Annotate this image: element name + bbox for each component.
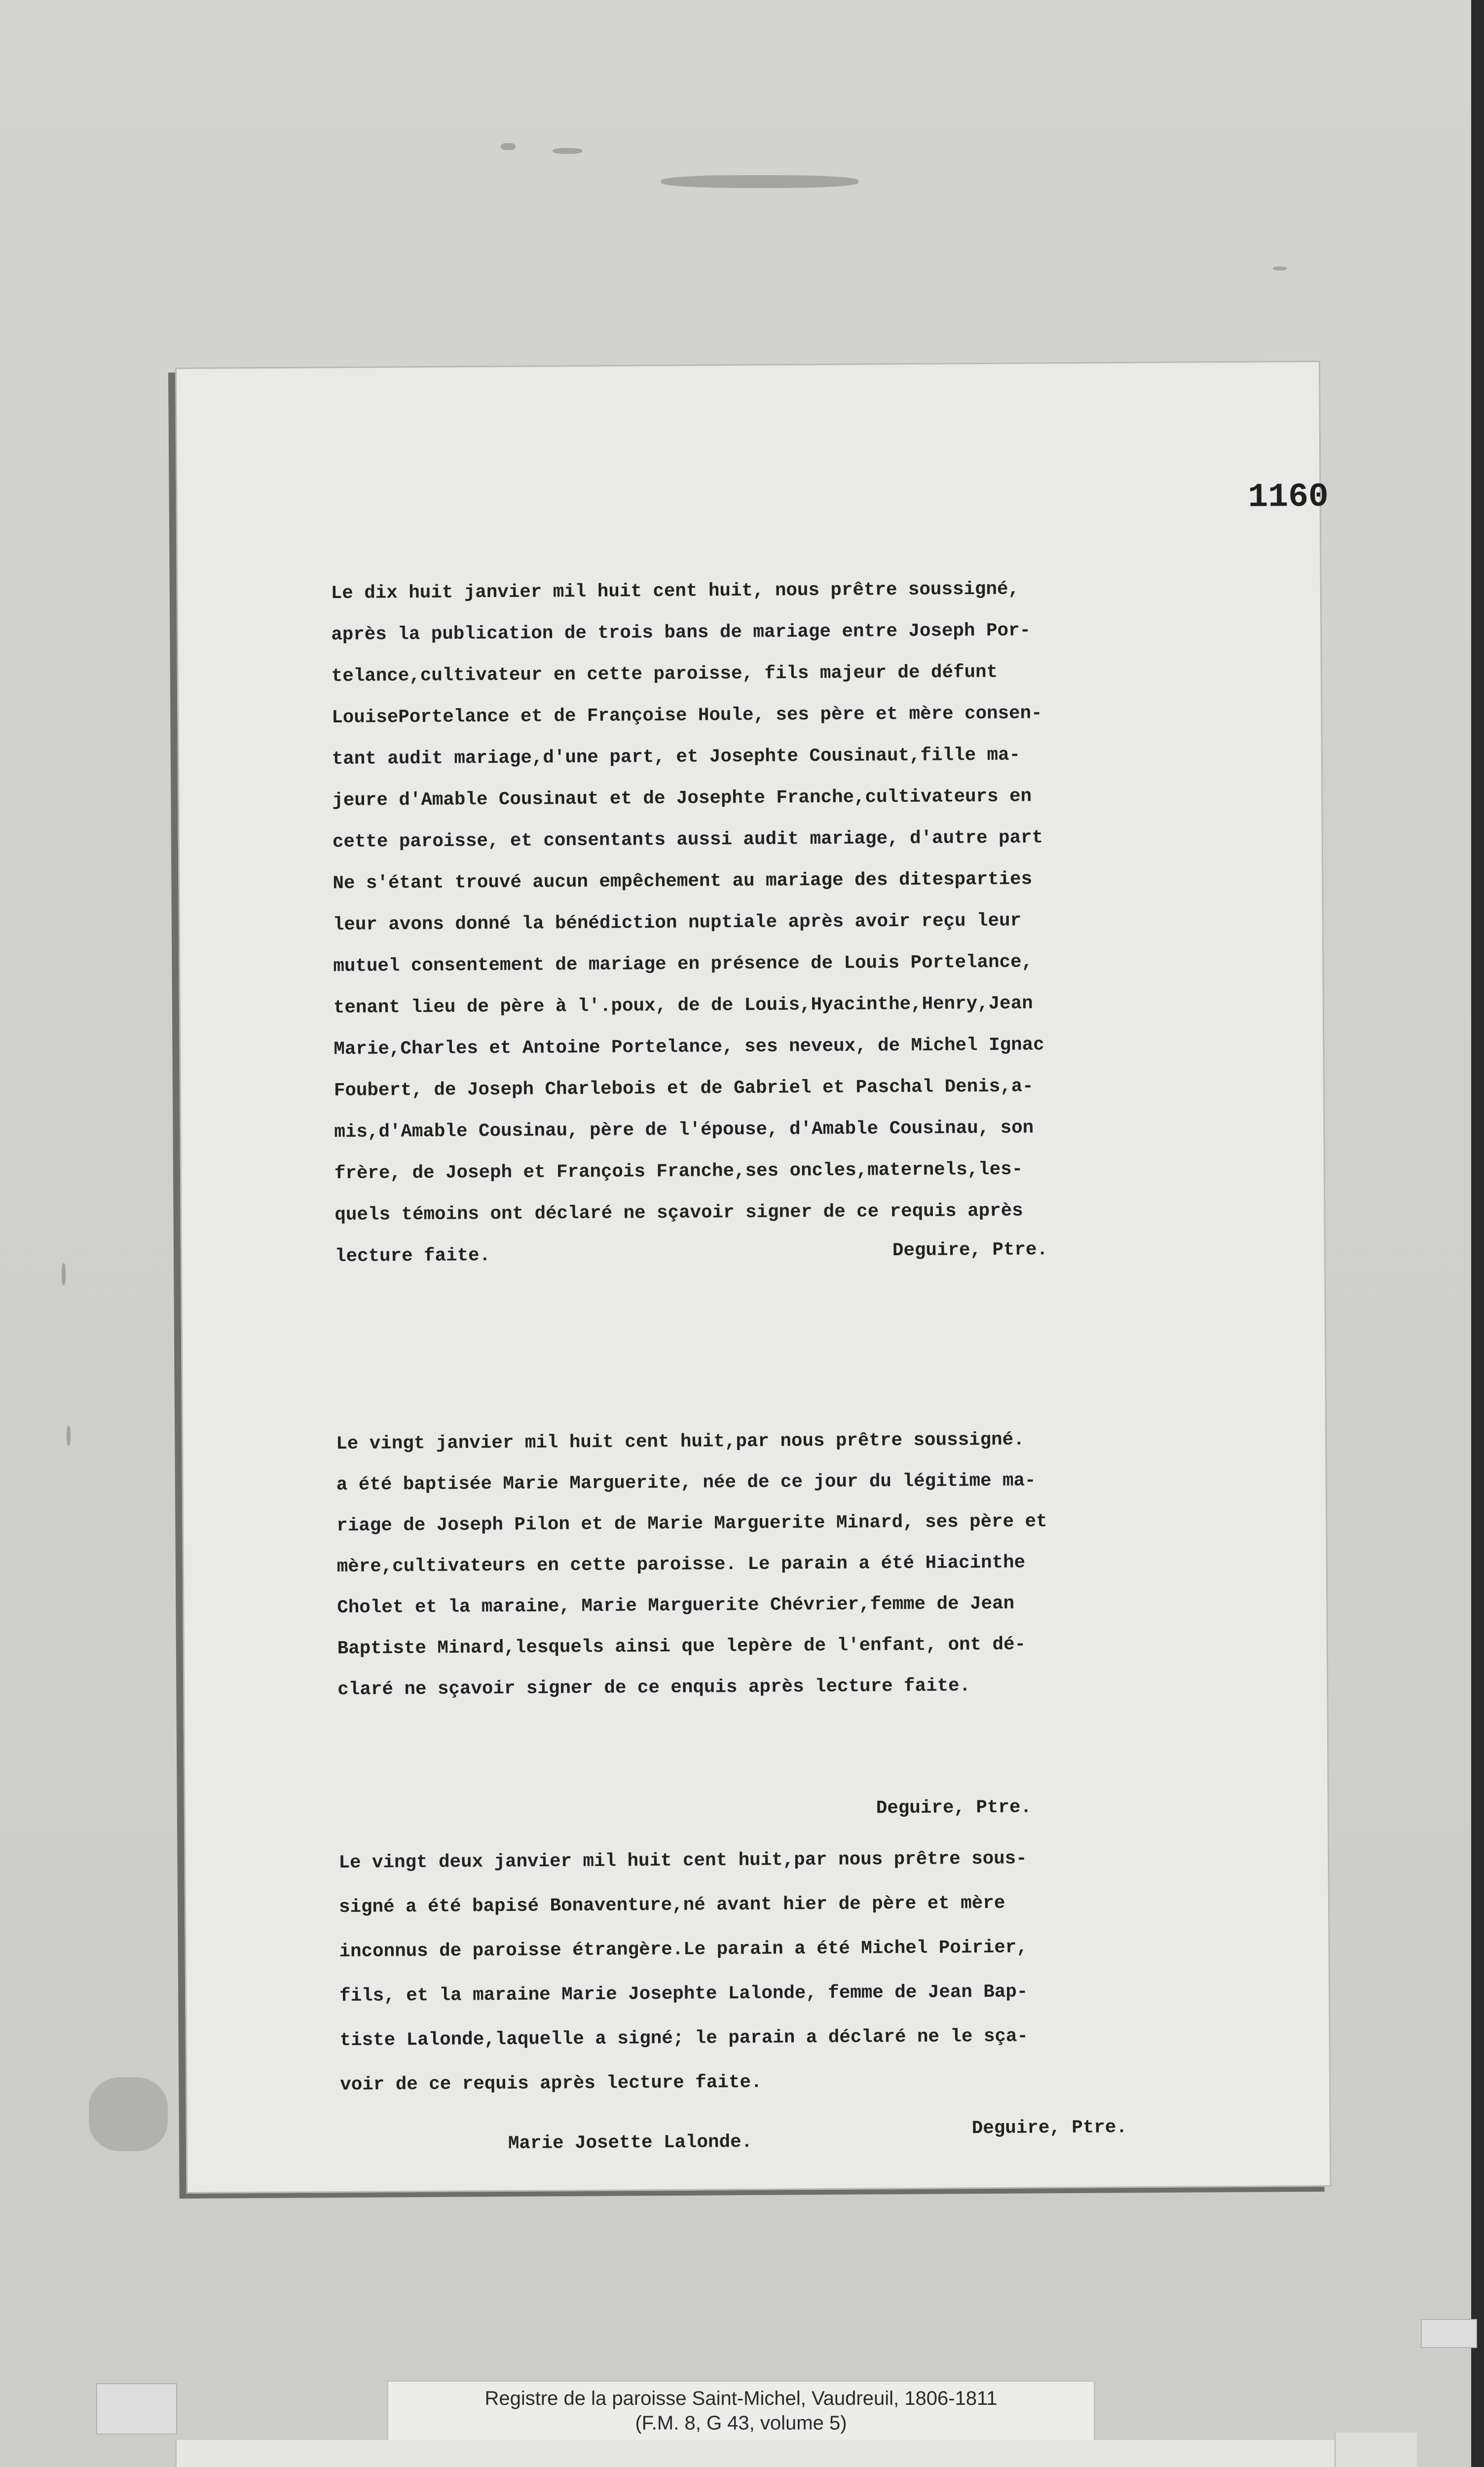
entry-line: telance,cultivateur en cette paroisse, fils majeur de défunt — [331, 662, 998, 687]
entry-line: jeure d'Amable Cousinaut et de Josephte Franche,cultivateurs en — [332, 786, 1032, 812]
entry-line: leur avons donné la bénédiction nuptiale après avoir reçu leur — [333, 910, 1022, 936]
film-tab — [1421, 2319, 1477, 2348]
archive-caption — [387, 2381, 1095, 2442]
entry-line: Baptiste Minard,lesquels ainsi que lepère de l'enfant, ont dé- — [337, 1634, 1026, 1660]
page-number: 1160 — [1248, 478, 1329, 517]
entry-line: Cholet et la maraine, Marie Marguerite Chévrier,femme de Jean — [337, 1593, 1015, 1619]
baptism-entry — [338, 1835, 1302, 2107]
entry-line: tenant lieu de père à l'.poux, de de Louis,Hyacinthe,Henry,Jean — [333, 993, 1033, 1019]
entry-line: mis,d'Amable Cousinau, père de l'épouse, d'Amable Cousinau, son — [334, 1118, 1034, 1143]
film-scratch — [553, 148, 582, 154]
marriage-entry — [331, 567, 1298, 1277]
entry-line: claré ne sçavoir signer de ce enquis après lecture faite. — [337, 1676, 971, 1701]
film-speck — [1273, 266, 1287, 270]
entry-line: Le vingt deux janvier mil huit cent huit,par nous prêtre sous- — [338, 1848, 1027, 1874]
priest-signature: Deguire, Ptre. — [971, 2117, 1128, 2139]
entry-line: quels témoins ont déclaré ne sçavoir signer de ce requis après — [334, 1200, 1023, 1226]
entry-line: lecture faite. — [334, 1245, 491, 1268]
entry-line: Ne s'étant trouvé aucun empêchement au mariage des ditesparties — [333, 869, 1033, 895]
entry-line: Le vingt janvier mil huit cent huit,par nous prêtre soussigné. — [336, 1429, 1025, 1455]
entry-line: a été baptisée Marie Marguerite, née de ce jour du légitime ma- — [336, 1470, 1036, 1496]
film-shadow — [89, 2077, 168, 2151]
entry-line: mutuel consentement de mariage en présence de Louis Portelance, — [333, 952, 1033, 977]
entry-line: voir de ce requis après lecture faite. — [340, 2072, 762, 2096]
film-scratch — [661, 175, 858, 188]
entry-line: riage de Joseph Pilon et de Marie Marguerite Minard, ses père et — [336, 1511, 1047, 1537]
film-speck — [62, 1263, 66, 1285]
film-speck — [501, 143, 516, 150]
baptism-entry — [336, 1418, 1300, 1711]
archives-stamp — [175, 2440, 1347, 2467]
film-speck — [67, 1426, 71, 1446]
entry-line: après la publication de trois bans de mariage entre Joseph Por- — [331, 620, 1031, 646]
film-tab — [96, 2383, 177, 2434]
entry-line: signé a été bapisé Bonaventure,né avant hier de père et mère — [338, 1893, 1005, 1918]
entry-line: inconnus de paroisse étrangère.Le parain a été Michel Poirier, — [339, 1937, 1028, 1963]
entry-line: Marie,Charles et Antoine Portelance, ses neveux, de Michel Ignac — [334, 1035, 1044, 1060]
entry-line: Foubert, de Joseph Charlebois et de Gabriel et Paschal Denis,a- — [334, 1076, 1034, 1102]
entry-line: Le dix huit janvier mil huit cent huit, nous prêtre soussigné, — [331, 579, 1020, 604]
entry-line: frère, de Joseph et François Franche,ses oncles,maternels,les- — [334, 1159, 1023, 1185]
entry-line: tiste Lalonde,laquelle a signé; le parain a déclaré ne le sça- — [339, 2026, 1029, 2052]
register-page — [175, 361, 1332, 2194]
priest-signature: Deguire, Ptre. — [876, 1797, 1032, 1819]
stamp-fold — [1335, 2432, 1417, 2467]
caption-title: Registre de la paroisse Saint-Michel, Vaudreuil, 1806-1811 — [484, 2388, 998, 2409]
priest-signature: Deguire, Ptre. — [892, 1239, 1048, 1262]
entry-line: mère,cultivateurs en cette paroisse. Le parain a été Hiacinthe — [336, 1552, 1026, 1578]
entry-line: LouisePortelance et de Françoise Houle, ses père et mère consen- — [332, 703, 1042, 729]
witness-signature: Marie Josette Lalonde. — [508, 2131, 753, 2154]
entry-line: tant audit mariage,d'une part, et Josephte Cousinaut,fille ma- — [332, 745, 1021, 770]
entry-line: fils, et la maraine Marie Josephte Lalonde, femme de Jean Bap- — [339, 1981, 1028, 2007]
caption-reference: (F.M. 8, G 43, volume 5) — [635, 2412, 847, 2434]
entry-line: cette paroisse, et consentants aussi audit mariage, d'autre part — [332, 827, 1043, 853]
